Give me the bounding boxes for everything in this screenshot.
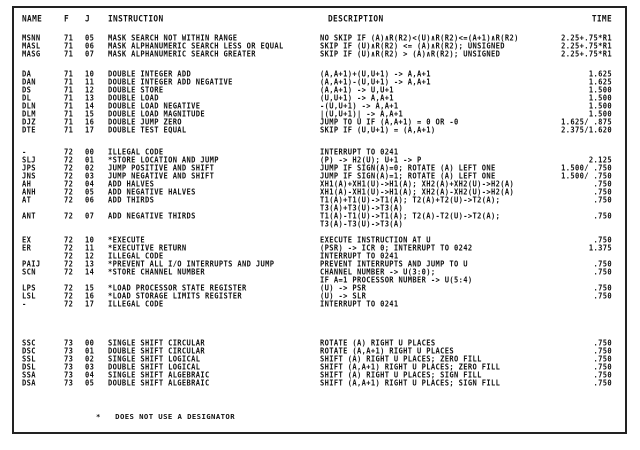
row-f-code: 72 <box>64 186 74 197</box>
row-time: 2.25+.75*R1 <box>561 32 612 43</box>
row-description: ROTATE (A,A+1) RIGHT U PLACES <box>320 345 455 356</box>
row-name: AH <box>22 178 32 189</box>
row-j-code: 15 <box>85 282 95 293</box>
row-name: SLJ <box>22 154 36 165</box>
row-j-code: 05 <box>85 32 95 43</box>
row-name: DAN <box>22 76 36 87</box>
row-f-code: 72 <box>64 162 74 173</box>
row-time: 1.625 <box>588 68 612 79</box>
row-time: .750 <box>593 282 612 293</box>
row-time: 2.375/1.620 <box>561 124 612 135</box>
row-j-code: 11 <box>85 242 95 253</box>
row-name: ANT <box>22 210 36 221</box>
row-f-code: 72 <box>64 298 74 309</box>
row-f-code: 73 <box>64 369 74 380</box>
row-f-code: 73 <box>64 353 74 364</box>
row-instruction: *STORE CHANNEL NUMBER <box>108 266 206 277</box>
row-description: INTERRUPT TO 0241 <box>320 298 399 309</box>
row-instruction: DOUBLE SHIFT CIRCULAR <box>108 345 206 356</box>
row-description-cont: T3(A)+T3(U)->T3(A) <box>320 202 404 213</box>
row-description: -(U,U+1) -> A,A+1 <box>320 100 399 111</box>
row-instruction: DOUBLE LOAD NEGATIVE <box>108 100 201 111</box>
row-f-code: 72 <box>64 258 74 269</box>
row-description: (A,A+1) -> U,U+1 <box>320 84 394 95</box>
row-time: 2.25+.75*R1 <box>561 40 612 51</box>
row-j-code: 07 <box>85 210 95 221</box>
row-f-code: 71 <box>64 84 74 95</box>
row-j-code: 00 <box>85 146 95 157</box>
row-instruction: JUMP POSITIVE AND SHIFT <box>108 162 215 173</box>
header-name: NAME <box>22 13 43 24</box>
row-name: DL <box>22 92 32 103</box>
row-j-code: 10 <box>85 68 95 79</box>
row-j-code: 10 <box>85 234 95 245</box>
row-description: |(U,U+1)| -> A,A+1 <box>320 108 404 119</box>
row-j-code: 07 <box>85 48 95 59</box>
row-f-code: 72 <box>64 290 74 301</box>
row-f-code: 72 <box>64 266 74 277</box>
row-f-code: 73 <box>64 337 74 348</box>
row-instruction: MASK SEARCH NOT WITHIN RANGE <box>108 32 238 43</box>
row-description: JUMP IF SIGN(A)=0; ROTATE (A) LEFT ONE <box>320 162 496 173</box>
row-name: JNS <box>22 170 36 181</box>
row-j-code: 06 <box>85 194 95 205</box>
row-name: DSA <box>22 377 36 388</box>
row-instruction: DOUBLE JUMP ZERO <box>108 116 182 127</box>
row-description: PREVENT INTERRUPTS AND JUMP TO U <box>320 258 468 269</box>
row-f-code: 71 <box>64 48 74 59</box>
row-instruction: ADD THIRDS <box>108 194 155 205</box>
row-description: JUMP TO U IF (A,A+1) = 0 OR -0 <box>320 116 459 127</box>
row-time: 1.625/ .875 <box>561 116 612 127</box>
row-description: T1(A)+T1(U)->T1(A); T2(A)+T2(U)->T2(A); <box>320 194 501 205</box>
row-time: 1.500/ .750 <box>561 162 612 173</box>
row-j-code: 03 <box>85 170 95 181</box>
row-instruction: *PREVENT ALL I/O INTERRUPTS AND JUMP <box>108 258 275 269</box>
row-name: MSNN <box>22 32 41 43</box>
row-j-code: 01 <box>85 154 95 165</box>
row-description: (U) -> SLR <box>320 290 367 301</box>
header-instruction: INSTRUCTION <box>108 13 164 24</box>
row-description: SHIFT (A,A+1) RIGHT U PLACES; SIGN FILL <box>320 377 501 388</box>
row-instruction: *STORE LOCATION AND JUMP <box>108 154 219 165</box>
row-time: .750 <box>593 361 612 372</box>
row-name: SSA <box>22 369 36 380</box>
row-name: LSL <box>22 290 36 301</box>
row-f-code: 71 <box>64 116 74 127</box>
row-instruction: JUMP NEGATIVE AND SHIFT <box>108 170 215 181</box>
row-description: NO SKIP IF (A)∧R(R2)<(U)∧R(R2)<=(A+1)∧R(R2) <box>320 32 519 43</box>
row-time: .750 <box>593 345 612 356</box>
row-j-code: 03 <box>85 361 95 372</box>
row-instruction: DOUBLE SHIFT ALGEBRAIC <box>108 377 210 388</box>
row-j-code: 14 <box>85 100 95 111</box>
row-f-code: 72 <box>64 250 74 261</box>
row-instruction: MASK ALPHANUMERIC SEARCH LESS OR EQUAL <box>108 40 284 51</box>
row-description: (A,A+1)-(U,U+1) -> A,A+1 <box>320 76 431 87</box>
row-time: .750 <box>593 377 612 388</box>
row-instruction: SINGLE SHIFT CIRCULAR <box>108 337 206 348</box>
row-f-code: 71 <box>64 100 74 111</box>
row-f-code: 71 <box>64 92 74 103</box>
row-f-code: 72 <box>64 210 74 221</box>
row-instruction: DOUBLE LOAD MAGNITUDE <box>108 108 206 119</box>
row-j-code: 06 <box>85 40 95 51</box>
row-f-code: 72 <box>64 154 74 165</box>
row-name: PAIJ <box>22 258 41 269</box>
row-f-code: 72 <box>64 194 74 205</box>
row-time: .750 <box>593 186 612 197</box>
row-f-code: 71 <box>64 32 74 43</box>
row-name: DLM <box>22 108 36 119</box>
row-f-code: 71 <box>64 108 74 119</box>
row-time: .750 <box>593 353 612 364</box>
row-name: - <box>22 298 27 309</box>
row-instruction: SINGLE SHIFT ALGEBRAIC <box>108 369 210 380</box>
row-name: AT <box>22 194 32 205</box>
row-description-cont: T3(A)-T3(U)->T3(A) <box>320 218 404 229</box>
row-name: DS <box>22 84 32 95</box>
row-description-cont: IF A=1 PROCESSOR NUMBER -> U(5:4) <box>320 274 473 285</box>
header-description: DESCRIPTION <box>328 13 384 24</box>
row-description: CHANNEL NUMBER -> U(3:0); <box>320 266 436 277</box>
row-f-code: 72 <box>64 178 74 189</box>
row-instruction: DOUBLE INTEGER ADD <box>108 68 192 79</box>
header-j: J <box>85 13 91 24</box>
row-f-code: 72 <box>64 234 74 245</box>
row-instruction: DOUBLE LOAD <box>108 92 159 103</box>
row-time: .750 <box>593 290 612 301</box>
row-time: 1.500 <box>588 100 612 111</box>
row-instruction: ILLEGAL CODE <box>108 298 164 309</box>
row-description: SHIFT (A) RIGHT U PLACES; SIGN FILL <box>320 369 482 380</box>
row-name: JPS <box>22 162 36 173</box>
header-time: TIME <box>591 13 612 24</box>
row-instruction: *EXECUTIVE RETURN <box>108 242 187 253</box>
row-description: T1(A)-T1(U)->T1(A); T2(A)-T2(U)->T2(A); <box>320 210 501 221</box>
row-j-code: 16 <box>85 290 95 301</box>
row-instruction: *EXECUTE <box>108 234 145 245</box>
row-name: DSL <box>22 361 36 372</box>
row-time: 1.500 <box>588 84 612 95</box>
row-description: JUMP IF SIGN(A)=1; ROTATE (A) LEFT ONE <box>320 170 496 181</box>
row-name: EX <box>22 234 32 245</box>
row-j-code: 02 <box>85 353 95 364</box>
row-f-code: 72 <box>64 282 74 293</box>
row-instruction: DOUBLE SHIFT LOGICAL <box>108 361 201 372</box>
row-j-code: 02 <box>85 162 95 173</box>
row-j-code: 04 <box>85 369 95 380</box>
row-name: ANH <box>22 186 36 197</box>
row-name: MASG <box>22 48 41 59</box>
row-time: .750 <box>593 194 612 205</box>
row-time: .750 <box>593 210 612 221</box>
row-description: SKIP IF (U)∧R(R2) <= (A)∧R(R2); UNSIGNED <box>320 40 505 51</box>
row-name: SSL <box>22 353 36 364</box>
row-description: SHIFT (A,A+1) RIGHT U PLACES; ZERO FILL <box>320 361 501 372</box>
row-j-code: 17 <box>85 124 95 135</box>
row-instruction: ADD NEGATIVE THIRDS <box>108 210 196 221</box>
row-instruction: DOUBLE STORE <box>108 84 164 95</box>
row-j-code: 13 <box>85 92 95 103</box>
row-name: DSC <box>22 345 36 356</box>
row-j-code: 05 <box>85 377 95 388</box>
row-time: 1.500 <box>588 108 612 119</box>
row-instruction: DOUBLE TEST EQUAL <box>108 124 187 135</box>
row-f-code: 73 <box>64 377 74 388</box>
row-time: 1.500/ .750 <box>561 170 612 181</box>
row-f-code: 72 <box>64 146 74 157</box>
row-description: INTERRUPT TO 0241 <box>320 250 399 261</box>
row-time: 2.25+.75*R1 <box>561 48 612 59</box>
row-j-code: 13 <box>85 258 95 269</box>
row-description: INTERRUPT TO 0241 <box>320 146 399 157</box>
row-name: LPS <box>22 282 36 293</box>
row-description: (PSR) -> ICR 0; INTERRUPT TO 0242 <box>320 242 473 253</box>
row-j-code: 15 <box>85 108 95 119</box>
row-j-code: 16 <box>85 116 95 127</box>
row-j-code: 01 <box>85 345 95 356</box>
row-time: 2.125 <box>588 154 612 165</box>
row-f-code: 71 <box>64 124 74 135</box>
row-instruction: MASK ALPHANUMERIC SEARCH GREATER <box>108 48 256 59</box>
row-description: ROTATE (A) RIGHT U PLACES <box>320 337 436 348</box>
row-name: SSC <box>22 337 36 348</box>
row-instruction: ADD NEGATIVE HALVES <box>108 186 196 197</box>
row-j-code: 17 <box>85 298 95 309</box>
row-description: (U,U+1) -> A,A+1 <box>320 92 394 103</box>
row-name: DLN <box>22 100 36 111</box>
row-description: (U) -> PSR <box>320 282 367 293</box>
row-j-code: 04 <box>85 178 95 189</box>
row-f-code: 71 <box>64 76 74 87</box>
row-j-code: 12 <box>85 250 95 261</box>
row-description: SKIP IF (U,U+1) = (A,A+1) <box>320 124 436 135</box>
row-instruction: *LOAD PROCESSOR STATE REGISTER <box>108 282 247 293</box>
row-time: 1.375 <box>588 242 612 253</box>
row-name: SCN <box>22 266 36 277</box>
row-time: 1.625 <box>588 76 612 87</box>
row-instruction: ILLEGAL CODE <box>108 250 164 261</box>
row-time: .750 <box>593 258 612 269</box>
row-instruction: *LOAD STORAGE LIMITS REGISTER <box>108 290 243 301</box>
row-f-code: 71 <box>64 68 74 79</box>
row-instruction: ILLEGAL CODE <box>108 146 164 157</box>
row-j-code: 14 <box>85 266 95 277</box>
row-description: (P) -> H2(U); U+1 -> P <box>320 154 422 165</box>
row-name: MASL <box>22 40 41 51</box>
row-name: - <box>22 146 27 157</box>
row-f-code: 73 <box>64 361 74 372</box>
row-j-code: 11 <box>85 76 95 87</box>
row-j-code: 12 <box>85 84 95 95</box>
row-description: SKIP IF (U)∧R(R2) > (A)∧R(R2); UNSIGNED <box>320 48 501 59</box>
row-f-code: 73 <box>64 345 74 356</box>
row-name: DA <box>22 68 32 79</box>
row-j-code: 05 <box>85 186 95 197</box>
row-name: DTE <box>22 124 36 135</box>
row-description: EXECUTE INSTRUCTION AT U <box>320 234 431 245</box>
header-f: F <box>64 13 70 24</box>
row-description: XH1(A)+XH1(U)->H1(A); XH2(A)+XH2(U)->H2(A) <box>320 178 515 189</box>
row-time: .750 <box>593 178 612 189</box>
footnote: * DOES NOT USE A DESIGNATOR <box>96 412 235 421</box>
row-time: .750 <box>593 234 612 245</box>
row-description: SHIFT (A) RIGHT U PLACES; ZERO FILL <box>320 353 482 364</box>
row-f-code: 72 <box>64 242 74 253</box>
row-description: XH1(A)-XH1(U)->H1(A); XH2(A)-XH2(U)->H2(A) <box>320 186 515 197</box>
row-time: .750 <box>593 337 612 348</box>
row-time: 1.500 <box>588 92 612 103</box>
row-j-code: 00 <box>85 337 95 348</box>
row-instruction: ADD HALVES <box>108 178 155 189</box>
row-name: DJZ <box>22 116 36 127</box>
row-f-code: 72 <box>64 170 74 181</box>
row-instruction: SINGLE SHIFT LOGICAL <box>108 353 201 364</box>
row-instruction: DOUBLE INTEGER ADD NEGATIVE <box>108 76 233 87</box>
row-time: .750 <box>593 266 612 277</box>
row-description: (A,A+1)+(U,U+1) -> A,A+1 <box>320 68 431 79</box>
row-f-code: 71 <box>64 40 74 51</box>
row-name: ER <box>22 242 32 253</box>
row-time: .750 <box>593 369 612 380</box>
